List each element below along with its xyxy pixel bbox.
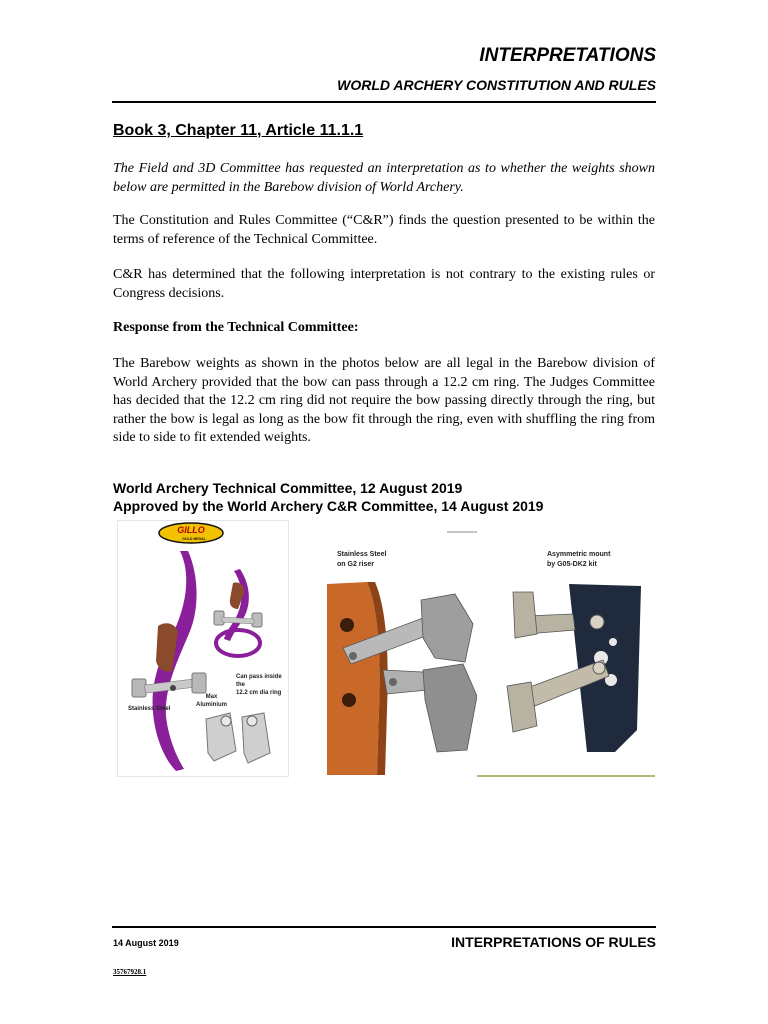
upper-asym-knob xyxy=(590,615,604,629)
footer-rule xyxy=(112,926,656,928)
article-reference: Book 3, Chapter 11, Article 11.1.1 xyxy=(113,122,364,139)
upper-arm-bolt xyxy=(349,652,357,660)
lower-steel-weight xyxy=(423,664,477,752)
steel-caption-line-2: on G2 riser xyxy=(337,561,374,568)
upper-asym-weight xyxy=(513,592,537,638)
scope-paragraph: The Constitution and Rules Committee (“C&R”) finds the question presented to be within the terms of reference of the Technical Committee. xyxy=(113,213,655,247)
riser-hole-small xyxy=(609,638,617,646)
orange-riser xyxy=(327,582,380,775)
gillo-riser-illustration xyxy=(118,521,288,776)
aluminium-caption-line-1: Max xyxy=(205,694,218,700)
asymmetric-caption xyxy=(547,550,610,570)
steel-caption xyxy=(337,550,386,570)
12cm-ring xyxy=(216,630,260,656)
ring-caption-line-2: 12.2 cm dia ring xyxy=(236,690,282,696)
ring-caption xyxy=(236,673,286,697)
stainless-weight-left xyxy=(132,679,146,697)
response-heading: Response from the Technical Committee: xyxy=(113,320,359,335)
lower-arm-bolt xyxy=(389,678,397,686)
mount-screw xyxy=(170,685,176,691)
header-title: INTERPRETATIONS xyxy=(479,45,656,66)
gillo-riser-photo xyxy=(117,520,289,777)
stainless-g2-photo xyxy=(327,530,477,775)
loose-weight-2-knob xyxy=(247,716,257,726)
determination-paragraph: C&R has determined that the following interpretation is not contrary to the existing rules or Congress decisions. xyxy=(113,267,655,301)
header-subtitle: WORLD ARCHERY CONSTITUTION AND RULES xyxy=(337,77,656,93)
technical-approval: World Archery Technical Committee, 12 August 2019 xyxy=(113,480,463,496)
document-id: 35767928.1 xyxy=(113,968,147,976)
steel-caption-line-1: Stainless Steel xyxy=(337,551,387,558)
aluminium-caption-line-2: Aluminium xyxy=(196,702,227,708)
asymmetric-caption-line-1: Asymmetric mount xyxy=(547,551,611,558)
upper-steel-weight xyxy=(421,594,473,662)
stainless-weight-right xyxy=(192,673,206,693)
request-paragraph: The Field and 3D Committee has requested an interpretation as to whether the weights shown below are permitted in the Barebow division of World Archery. xyxy=(113,161,655,195)
small-weight-bar xyxy=(222,617,254,624)
header-rule xyxy=(112,101,656,103)
ring-caption-line-1: Can pass inside the xyxy=(236,674,282,688)
asymmetric-mount-photo xyxy=(477,530,655,780)
riser-hole-2 xyxy=(342,693,356,707)
lower-asym-knob xyxy=(593,662,605,674)
loose-weight-1-knob xyxy=(221,716,231,726)
asymmetric-caption-line-2: by G05-DK2 kit xyxy=(547,561,597,568)
aluminium-caption xyxy=(196,693,227,709)
gillo-logo-text: GILLO xyxy=(177,525,205,535)
riser-hole-1 xyxy=(340,618,354,632)
cr-approval: Approved by the World Archery C&R Committee, 14 August 2019 xyxy=(113,498,544,514)
footer-date: 14 August 2019 xyxy=(113,938,179,948)
footer-title: INTERPRETATIONS OF RULES xyxy=(451,934,656,950)
gillo-logo-subtext: GOLD MEDAL xyxy=(182,537,206,541)
stainless-steel-caption: Stainless Steel xyxy=(128,706,171,712)
response-paragraph: The Barebow weights as shown in the photos below are all legal in the Barebow division of World Archery provided that the bow can pass through a 12.2 cm ring. The Judges Committee has decided that the 12.2 cm ring did not require the bow passing directly through the ring, but rather the bow is legal as long as the bow fit through the ring, even with shuffling the ring from side to side to fit extended weights. xyxy=(113,356,655,445)
